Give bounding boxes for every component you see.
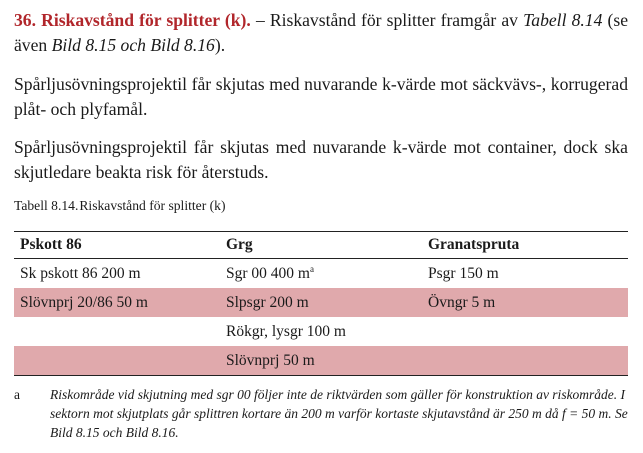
- table-reference: Tabell 8.14: [523, 10, 603, 30]
- footnote-text: Riskområde vid skjutning med sgr 00 följer inte de riktvärden som gäller för konstruktion av riskområde. I sektorn mot skjutplats går splittren kortare än 200 m varför kortaste skjutavstånd är 250 m då f = 50 m. Se Bild 8.15 och Bild 8.16.: [50, 387, 628, 440]
- paragraph-aterstuds-rule: Spårljusövningsprojektil får skjutas med nuvarande k-värde mot container, dock ska skjutledare beakta risk för återstuds.: [14, 137, 628, 182]
- header-granatspruta: Granatspruta: [428, 236, 520, 253]
- footnote-superscript: a: [309, 263, 314, 274]
- paragraph-text: ).: [214, 35, 226, 55]
- header-pskott: Pskott 86: [20, 236, 82, 253]
- paragraph-text: (se även: [14, 10, 629, 55]
- table-cell: Sk pskott 86 200 m: [20, 264, 141, 282]
- table-number: Tabell 8.14.: [14, 198, 79, 213]
- risk-distance-table: [14, 231, 628, 376]
- table-footnote: [14, 385, 628, 442]
- document-page: [14, 8, 628, 376]
- paragraph-riskavstand: [14, 8, 628, 58]
- footnote-mark: a: [14, 387, 20, 402]
- table-cell: Rökgr, lysgr 100 m: [226, 322, 346, 340]
- table-cell: [422, 346, 628, 376]
- table-cell: Psgr 150 m: [428, 264, 499, 282]
- table-title: Riskavstånd för splitter (k): [79, 198, 226, 213]
- section-heading: 36. Riskavstånd för splitter (k).: [14, 10, 251, 30]
- table-row: [14, 346, 628, 376]
- cell-text: Sgr 00 400 m: [226, 264, 310, 282]
- figure-reference: Bild 8.15 och Bild 8.16: [51, 35, 215, 55]
- table-cell: [14, 346, 220, 376]
- paragraph-container-rule: Spårljusövningsprojektil får skjutas med nuvarande k-värde mot säckvävs-, korrugerad plåt- och plyfamål.: [14, 74, 628, 119]
- table-caption: [14, 197, 628, 215]
- table-cell: [422, 317, 628, 346]
- table-row: [14, 288, 628, 317]
- table-cell: Övngr 5 m: [428, 293, 496, 311]
- table-row: [14, 317, 628, 346]
- table-cell: [220, 259, 422, 289]
- table-cell: Slövnprj 20/86 50 m: [20, 293, 148, 311]
- header-grg: Grg: [226, 236, 253, 253]
- paragraph-text: – Riskavstånd för splitter framgår av: [250, 10, 524, 30]
- table-header-row: [14, 232, 628, 259]
- table-cell: Slövnprj 50 m: [226, 351, 315, 369]
- table-cell: Slpsgr 200 m: [226, 293, 309, 311]
- table-cell: [14, 317, 220, 346]
- table-row: [14, 259, 628, 289]
